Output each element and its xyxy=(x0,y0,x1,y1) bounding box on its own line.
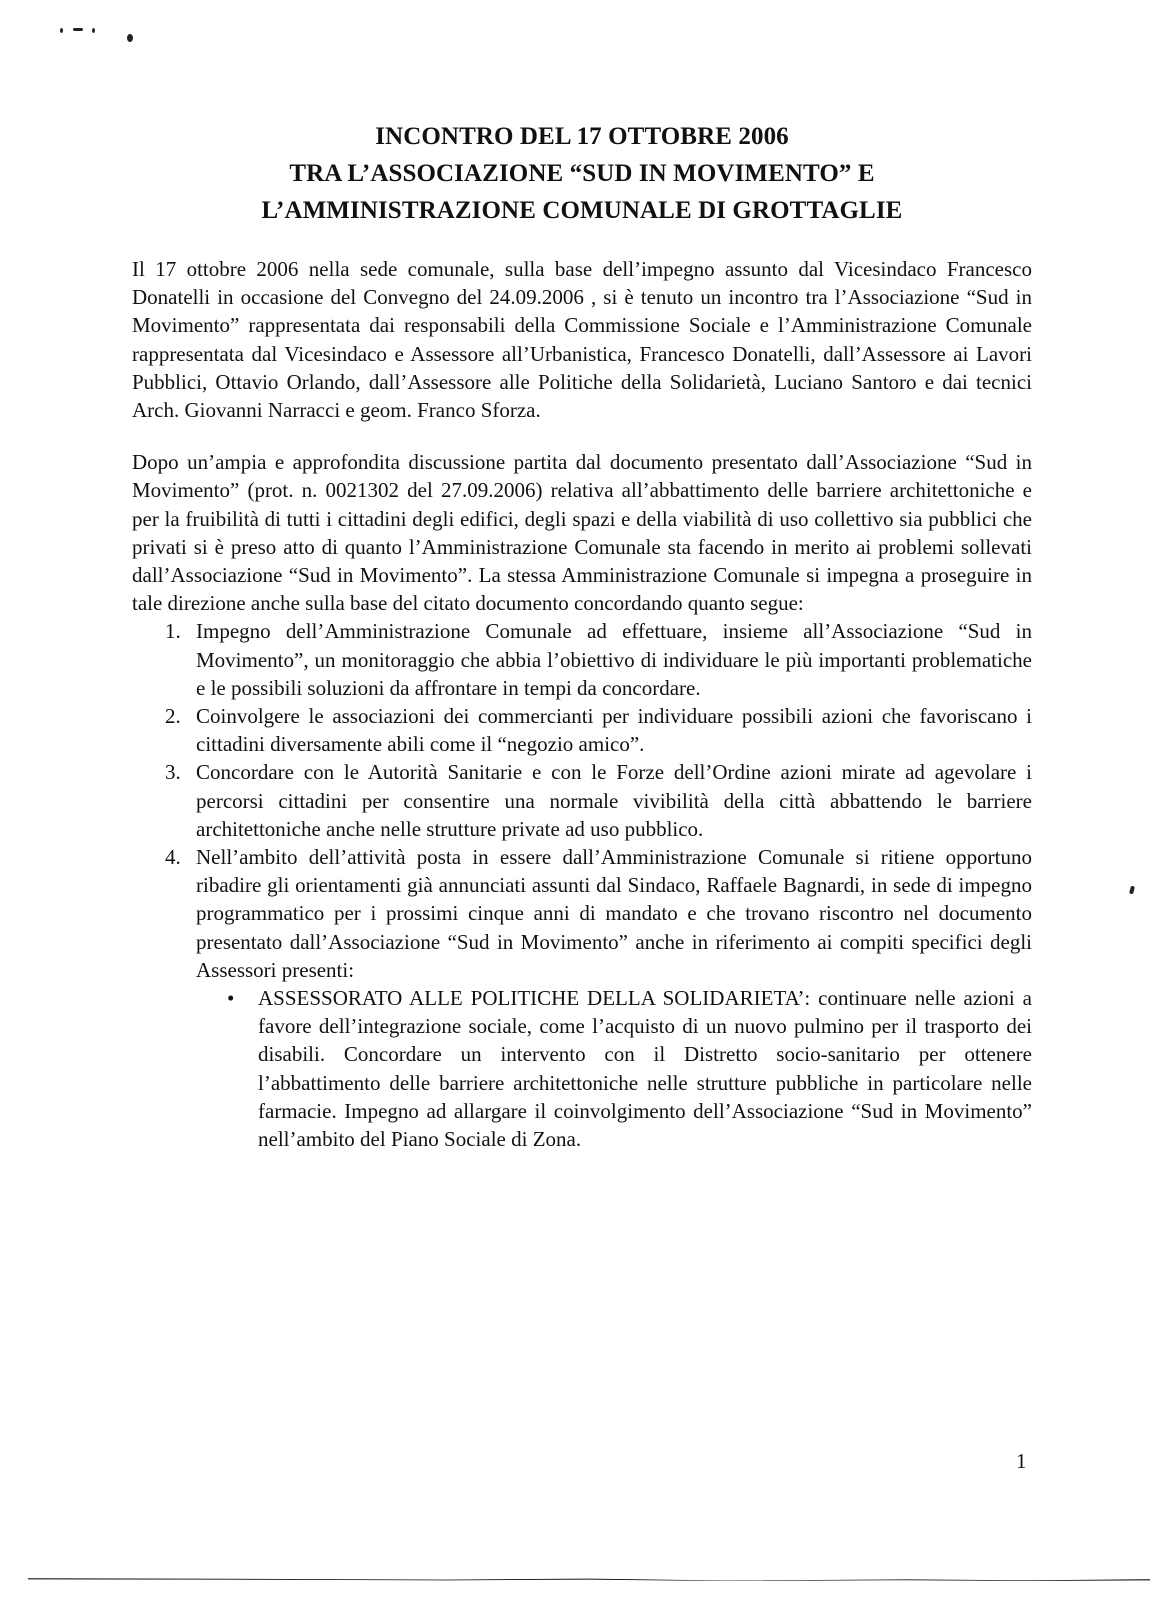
speck xyxy=(73,28,83,31)
scan-artifact-specks xyxy=(60,26,180,46)
list-item-number: 1. xyxy=(165,619,181,644)
list-item-text: Nell’ambito dell’attività posta in essere dall’Amministrazione Comunale si ritiene opportuno ribadire gli orientamenti già annunciati assunti dal Sindaco, Raffaele Bagnardi, in sede di impegno programmatico per i prossimi cinque anni di mandato e che trovano riscontro nel documento presentato dall’Associazione “Sud in Movimento” anche in riferimento ai compiti specifici degli Assessori presenti: xyxy=(196,845,1032,982)
list-item-text: Coinvolgere le associazioni dei commercianti per individuare possibili azioni che favoriscano i cittadini diversamente abili come il “negozio amico”. xyxy=(196,704,1032,757)
document-title xyxy=(132,118,1032,229)
agreement-list xyxy=(132,617,1032,1153)
title-line-3: L’AMMINISTRAZIONE COMUNALE DI GROTTAGLIE xyxy=(261,197,903,224)
assessor-bullet-list xyxy=(196,984,1032,1153)
bullet-item-text: ASSESSORATO ALLE POLITICHE DELLA SOLIDARIETA’: continuare nelle azioni a favore dell’integrazione sociale, come l’acquisto di un nuovo pulmino per il trasporto dei disabili. Concordare un intervento con il Distretto socio-sanitario per ottenere l’abbattimento delle barriere architettoniche nelle strutture pubbliche in particolare nelle farmacie. Impegno ad allargare il coinvolgimento dell’Associazione “Sud in Movimento” nell’ambito del Piano Sociale di Zona. xyxy=(258,986,1032,1152)
list-item-4 xyxy=(165,843,1032,1153)
bullet-item-solidarity xyxy=(227,984,1032,1153)
list-item-text: Impegno dell’Amministrazione Comunale ad effettuare, insieme all’Associazione “Sud in Movimento”, un monitoraggio che abbia l’obiettivo di individuare le più importanti problematiche e le possibili soluzioni da affrontare in tempi da concordare. xyxy=(196,619,1032,700)
bottom-scan-rule xyxy=(28,1577,1150,1581)
list-item-number: 4. xyxy=(165,845,181,870)
speck xyxy=(92,28,95,33)
list-item-number: 3. xyxy=(165,760,181,785)
paragraph-meeting-intro: Il 17 ottobre 2006 nella sede comunale, sulla base dell’impegno assunto dal Vicesindaco Francesco Donatelli in occasione del Convegno del 24.09.2006 , si è tenuto un incontro tra l’Associazione “Sud in Movimento” rappresentata dai responsabili della Commissione Sociale e l’Amministrazione Comunale rappresentata dal Vicesindaco e Assessore all’Urbanistica, Francesco Donatelli, dall’Assessore ai Lavori Pubblici, Ottavio Orlando, dall’Assessore alle Politiche della Solidarietà, Luciano Santoro e dai tecnici Arch. Giovanni Narracci e geom. Franco Sforza. xyxy=(132,257,1032,423)
list-item-1 xyxy=(165,617,1032,702)
page-number: 1 xyxy=(1016,1449,1027,1473)
list-item-3 xyxy=(165,758,1032,843)
document-page xyxy=(132,118,1032,1153)
speck xyxy=(127,34,133,42)
title-line-2: TRA L’ASSOCIAZIONE “SUD IN MOVIMENTO” E xyxy=(289,160,875,187)
scan-artifact-mark xyxy=(1129,886,1135,895)
list-item-text: Concordare con le Autorità Sanitarie e con le Forze dell’Ordine azioni mirate ad agevolare i percorsi cittadini per consentire una normale vivibilità della città abbattendo le barriere architettoniche anche nelle strutture private ad uso pubblico. xyxy=(196,760,1032,841)
list-item-number: 2. xyxy=(165,704,181,729)
speck xyxy=(60,28,63,33)
bullet-icon: • xyxy=(227,986,235,1011)
title-line-1: INCONTRO DEL 17 OTTOBRE 2006 xyxy=(375,123,789,150)
paragraph-discussion: Dopo un’ampia e approfondita discussione partita dal documento presentato dall’Associazione “Sud in Movimento” (prot. n. 0021302 del 27.09.2006) relativa all’abbattimento delle barriere architettoniche e per la fruibilità di tutti i cittadini degli edifici, degli spazi e della viabilità di uso collettivo sia pubblici che privati si è preso atto di quanto l’Amministrazione Comunale sta facendo in merito ai problemi sollevati dall’Associazione “Sud in Movimento”. La stessa Amministrazione Comunale si impegna a proseguire in tale direzione anche sulla base del citato documento concordando quanto segue: xyxy=(132,450,1032,616)
list-item-2 xyxy=(165,702,1032,758)
